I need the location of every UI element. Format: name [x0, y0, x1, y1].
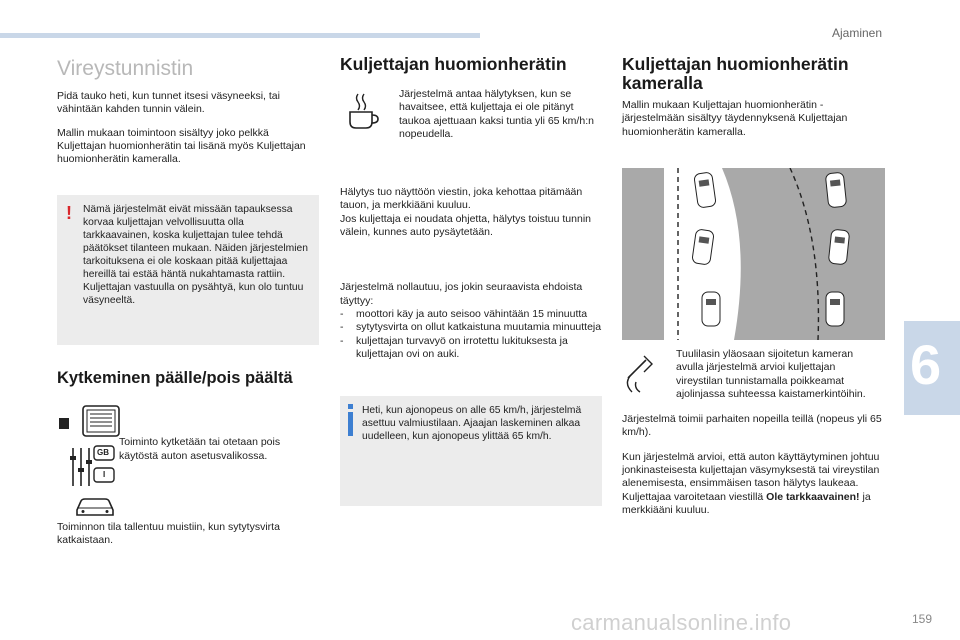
alert-repeat-text: Jos kuljettaja ei noudata ohjetta, hälytys toistuu tunnin välein, kunnes auto pysäytetään.	[340, 212, 591, 239]
memory-note: Toiminnon tila tallentuu muistiin, kun sytytysvirta katkaistaan.	[57, 521, 280, 547]
warning-box	[57, 195, 319, 345]
language-gb-label: GB	[97, 448, 109, 458]
header-accent-bar	[0, 33, 480, 38]
chapter-number: 6	[910, 333, 942, 396]
list-item: - moottori käy ja auto seisoo vähintään 15 minuutta	[340, 307, 588, 320]
reset-intro: Järjestelmä nollautuu, jos jokin seuraavista ehdoista täyttyy:	[340, 281, 583, 307]
reset-conditions-list	[340, 308, 602, 361]
alert-message-line: Kuljettajaa varoitetaan viestillä Ole tarkkaavainen! ja merkkiääni kuuluu.	[622, 490, 871, 516]
language-i-label: I	[103, 470, 106, 480]
camera-text: Tuulilasin yläosaan sijoitetun kameran avulla järjestelmä arvioi kuljettajan vireystilan tunnistamalla poikkeamat ajolinjassa suhteessa kaistamerkintöihin.	[676, 348, 866, 400]
touchscreen-icon	[57, 404, 123, 438]
settings-icons-block	[57, 404, 319, 514]
variant-paragraph: Mallin mukaan toimintoon sisältyy joko pelkkä Kuljettajan huomionherätin tai lisänä myös Kuljettajan huomionherätin kameralla.	[57, 126, 306, 166]
section-title-toggle: Kytkeminen päälle/pois päältä	[57, 369, 293, 388]
intro-paragraph: Pidä tauko heti, kun tunnet itsesi väsyneeksi, tai vähintään kahden tunnin välein.	[57, 90, 280, 116]
warning-text: Nämä järjestelmät eivät missään tapauksessa korvaa kuljettajan velvollisuutta olla tarkkaavainen, koska kuljettajan tulee tehdä päätökset tilanteen mukaan. Näiden järjestelmien tarkoituksena ei ole koskaan pitää kuljettajaa hereillä tai estää häntä nukahtamasta rattiin. Kuljettajan vastuulla on pysähtyä, kun olo tuntuu väsyneeltä.	[83, 204, 308, 307]
info-box	[340, 396, 602, 506]
page-number: 159	[912, 612, 933, 626]
fatigue-alert-text: Kun järjestelmä arvioi, että auton käyttäytyminen johtuu jonkinasteisesta kuljettajan väsymyksestä tai vireystilan alenemisesta, ensimmäisen tason hälytys laukeaa.	[622, 450, 880, 490]
camera-intro: Mallin mukaan Kuljettajan huomionherätin -järjestelmään sisältyy täydennyksenä Kuljettajan huomionherätin kameralla.	[622, 99, 848, 138]
camera-details	[622, 348, 885, 517]
section-title-attention: Kuljettajan huomionherätin	[340, 54, 567, 74]
alert-message-text: Hälytys tuo näyttöön viestin, joka kehottaa pitämään tauon, ja merkkiääni kuuluu.	[340, 186, 583, 212]
page-title: Vireystunnistin	[57, 57, 194, 80]
camera-row	[622, 348, 885, 401]
list-item: - sytytysvirta on ollut katkaistuna muutamia minuutteja	[340, 321, 602, 334]
column-driver-attention	[340, 55, 602, 506]
coffee-alert-row	[340, 88, 602, 141]
section-title-camera: Kuljettajan huomionherätin kameralla	[622, 54, 849, 93]
warning-icon: !	[66, 203, 72, 224]
info-icon	[347, 404, 354, 430]
lane-drift-illustration	[622, 168, 885, 340]
chapter-tab	[904, 321, 960, 415]
best-performance-text: Järjestelmä toimii parhaiten nopeilla teillä (nopeus yli 65 km/h).	[622, 413, 882, 439]
car-icon	[71, 496, 119, 518]
settings-menu-icon	[69, 442, 117, 490]
coffee-alert-text: Järjestelmä antaa hälytyksen, kun se havaitsee, että kuljettaja ei ole pitänyt taukoa ajettuaan kaksi tuntia yli 65 km/h:n nopeudella.	[399, 88, 594, 140]
column-camera-attention	[622, 55, 885, 139]
list-item: - kuljettajan turvavyö on irrotettu lukituksesta ja kuljettajan ovi on auki.	[340, 334, 568, 360]
column-alertness	[57, 55, 319, 547]
coffee-cup-icon	[346, 92, 384, 132]
info-text: Heti, kun ajonopeus on alle 65 km/h, järjestelmä asettuu valmiustilaan. Ajaajan laskeminen alkaa uudelleen, kun ajonopeus ylittää 65 km/h.	[362, 405, 582, 443]
section-header: Ajaminen	[832, 26, 883, 40]
alert-message-bold: Ole tarkkaavainen!	[766, 490, 860, 503]
camera-icon	[622, 354, 658, 396]
settings-text: Toiminto kytketään tai otetaan pois käytöstä auton asetusvalikossa.	[119, 436, 281, 462]
watermark: carmanualsonline.info	[571, 610, 792, 635]
